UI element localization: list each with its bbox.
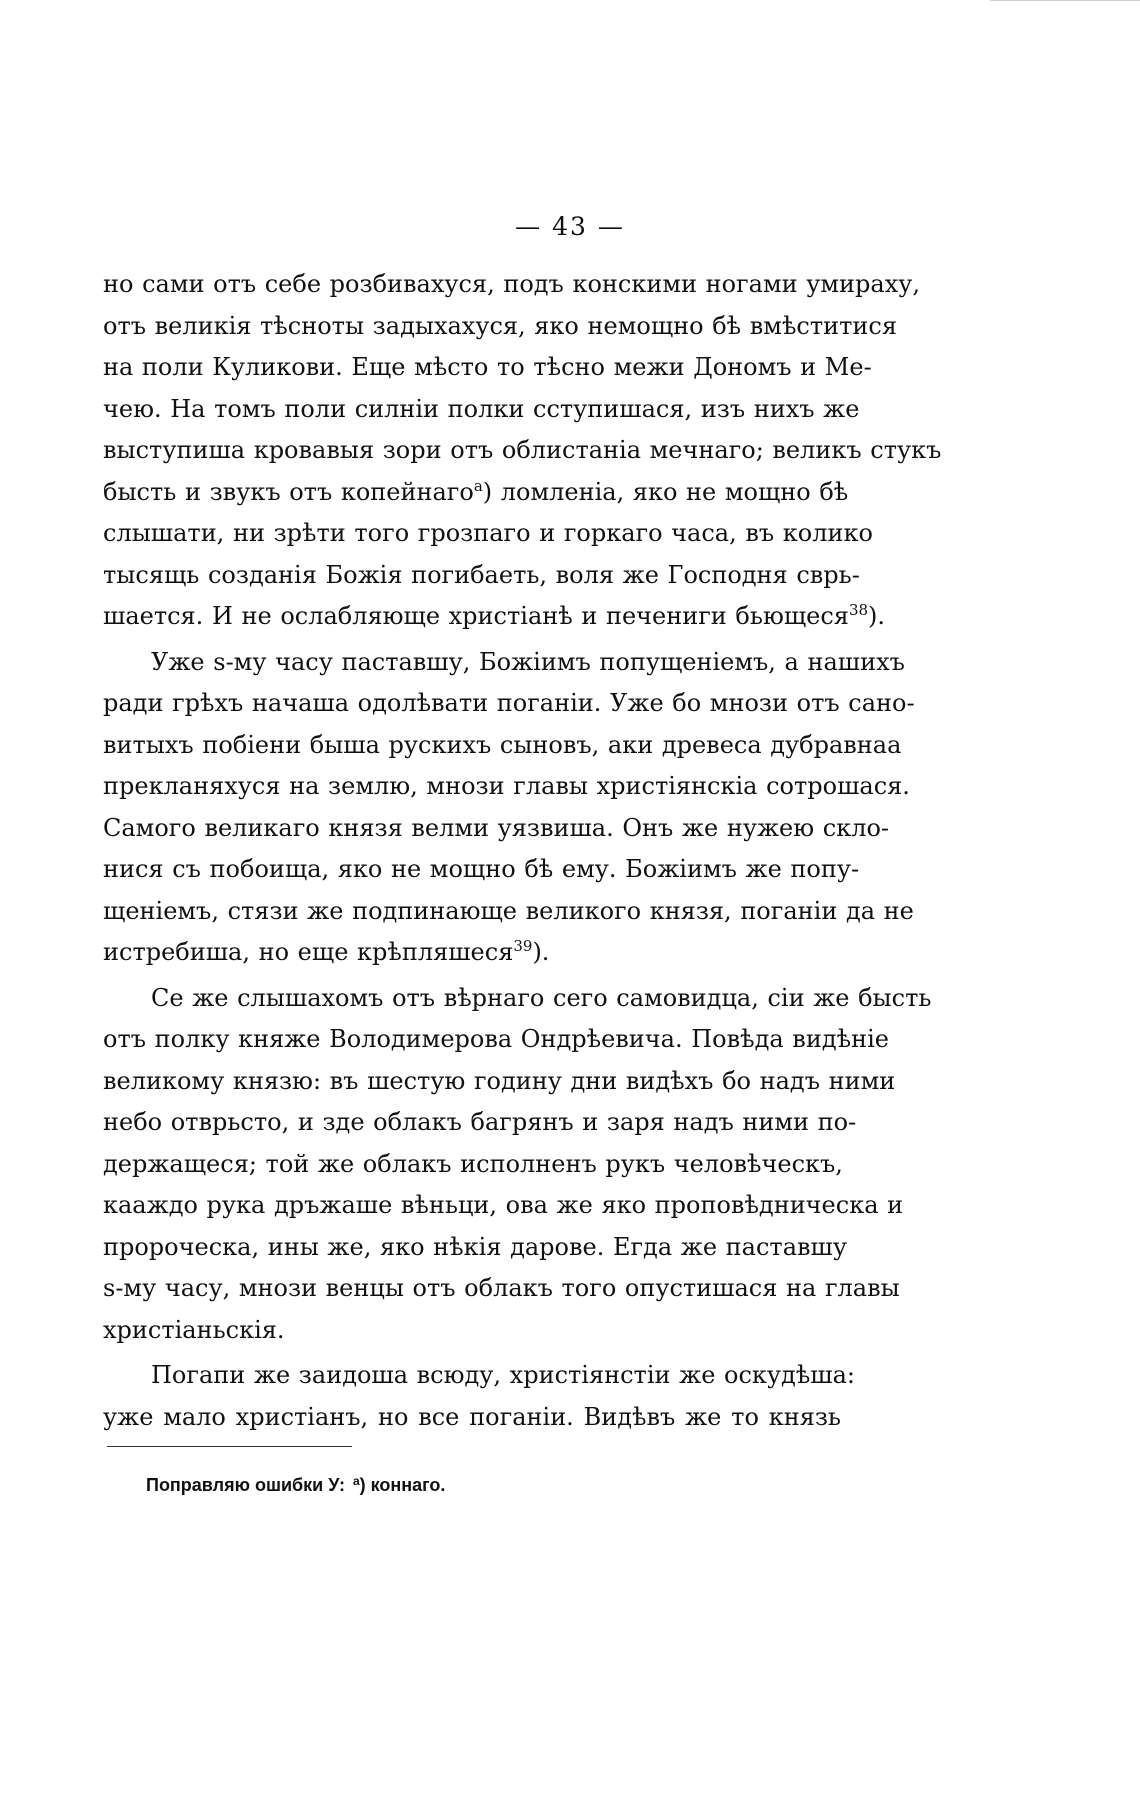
text-segment: ) ломленіа, яко не мощно бѣ: [482, 477, 849, 506]
text-line: Погапи же заидоша всюду, христіянстіи же оскудѣша:: [151, 1361, 855, 1389]
text-line: Самого великаго князя велми уязвиша. Онъ же нужею скло-: [103, 813, 889, 842]
text-segment: ).: [868, 602, 886, 630]
text-line: витыхъ побіени быша рускихъ сыновъ, аки древеса дубравнаа: [103, 730, 902, 759]
text-line: отъ полку княже Володимерова Ондрѣевича. Повѣда видѣніе: [103, 1025, 889, 1053]
text-line: на поли Куликови. Еще мѣсто то тѣсно межи Дономъ и Ме-: [103, 353, 872, 381]
text-line: тысящь созданія Божія погибаеть, воля же Господня сврь-: [103, 560, 860, 589]
text-segment: истребиша, но еще крѣпляшеся: [103, 938, 514, 966]
text-line: кааждо рука дръжаше вѣньци, ова же яко проповѣдническа и: [103, 1191, 904, 1219]
text-line: великому князю: въ шестую годину дни видѣхъ бо надъ ними: [103, 1066, 896, 1095]
page-number: — 43 —: [515, 212, 625, 241]
text-line: но сами отъ себе розбивахуся, подъ конскими ногами умираху,: [103, 270, 920, 298]
footnote-marker: a: [473, 476, 483, 495]
text-line: [103, 932, 841, 974]
scan-edge-line: [990, 0, 1140, 1]
text-line: [103, 596, 886, 638]
paragraph-3: [103, 978, 932, 1352]
text-segment: ).: [532, 938, 550, 966]
text-line: пророческа, ины же, яко нѣкія дарове. Егда же паставшу: [103, 1232, 847, 1261]
text-line: Се же слышахомъ отъ вѣрнаго сего самовидца, сіи же бысть: [151, 983, 932, 1012]
body-text: [103, 264, 942, 1438]
text-line: ради грѣхъ начаша одолѣвати поганіи. Уже бо мнози отъ сано-: [103, 689, 915, 717]
text-line: нися съ побоища, яко не мощно бѣ ему. Божіимъ же попу-: [103, 855, 860, 883]
text-line: отъ великія тѣсноты задыхахуся, яко немощно бѣ вмѣститися: [103, 311, 897, 340]
paragraph-2: [103, 642, 915, 974]
note-number: 38: [848, 601, 869, 619]
footnote-text: Поправляю ошибки У:: [146, 1475, 345, 1495]
text-line: слышати, ни зрѣти того грозпаго и горкаго часа, въ колико: [103, 519, 873, 547]
paragraph-1: [103, 264, 942, 638]
footnote-separator: [107, 1446, 352, 1447]
text-line: чею. На томъ поли силніи полки сступишася, изъ нихъ же: [103, 394, 860, 423]
text-line: уже мало христіанъ, но все поганіи. Видѣвъ же то князь: [103, 1402, 841, 1431]
text-line: держащеся; той же облакъ исполненъ рукъ человѣческъ,: [103, 1149, 843, 1178]
text-line: прекланяхуся на землю, мнози главы христіянскіа сотрошася.: [103, 772, 910, 800]
footnote-correction: ) коннаго.: [359, 1475, 446, 1495]
text-line: христіаньскія.: [103, 1315, 285, 1344]
note-number: 39: [513, 937, 533, 955]
text-line: небо отврьсто, и зде облакъ багрянъ и заря надъ ними по-: [103, 1108, 857, 1136]
text-line: ѕ-му часу, мнози венцы отъ облакъ того опустишася на главы: [103, 1274, 900, 1302]
footnote-marker: a: [352, 1474, 360, 1488]
text-segment: бысть и звукъ отъ копейнаго: [103, 477, 474, 506]
text-line: щеніемъ, стязи же подпинающе великого князя, поганіи да не: [103, 896, 914, 925]
text-line: [103, 472, 849, 514]
text-segment: шается. И не ослабляюще христіанѣ и печениги бьющеся: [103, 602, 849, 630]
paragraph-4: [103, 1355, 855, 1438]
footnote: [146, 1474, 445, 1496]
text-line: выступиша кровавыя зори отъ облистаніа мечнаго; великъ стукъ: [103, 436, 942, 464]
text-line: Уже ѕ-му часу паставшу, Божіимъ попущеніемъ, а нашихъ: [151, 647, 905, 676]
